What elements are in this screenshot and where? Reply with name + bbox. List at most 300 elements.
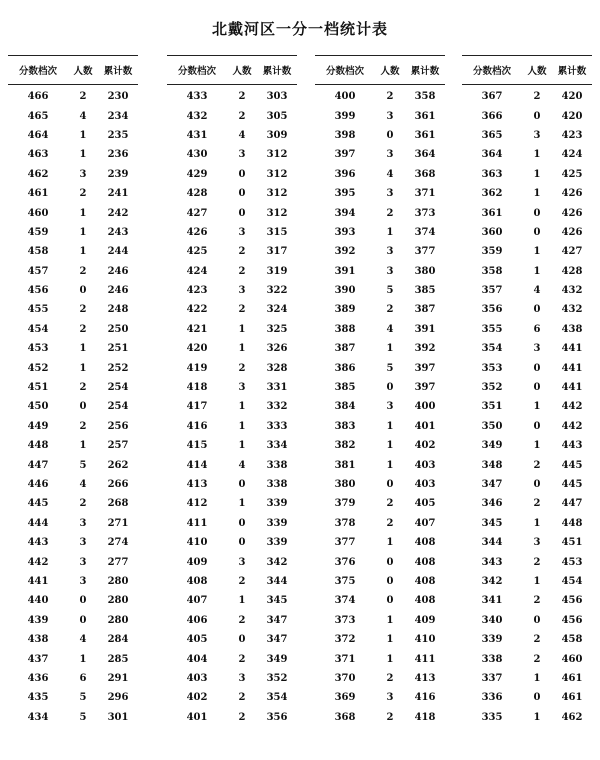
score-cell: 373	[334, 614, 356, 626]
table-row	[167, 281, 297, 300]
count-cell: 5	[79, 692, 87, 704]
table-row	[315, 455, 445, 474]
score-cell: 443	[27, 537, 49, 549]
score-cell: 387	[334, 343, 356, 355]
table-row	[462, 300, 592, 319]
score-cell: 355	[481, 323, 503, 335]
cumulative-cell: 408	[414, 556, 436, 568]
cumulative-cell: 354	[266, 692, 288, 704]
table-row	[315, 242, 445, 261]
score-cell: 465	[27, 110, 49, 122]
cumulative-cell: 347	[266, 634, 288, 646]
cumulative-cell: 426	[561, 207, 583, 219]
score-cell: 406	[186, 614, 208, 626]
count-cell: 2	[386, 711, 394, 723]
table-row	[167, 475, 297, 494]
table-row	[8, 630, 138, 649]
table-row	[315, 85, 445, 107]
score-cell: 436	[27, 672, 49, 684]
table-row	[167, 85, 297, 107]
score-cell: 365	[481, 129, 503, 141]
table-row	[462, 145, 592, 164]
table-row	[167, 320, 297, 339]
cumulative-cell: 319	[266, 265, 288, 277]
cumulative-cell: 243	[107, 226, 129, 238]
table-row	[462, 708, 592, 727]
cumulative-cell: 326	[266, 343, 288, 355]
score-cell: 382	[334, 440, 356, 452]
table-row	[167, 688, 297, 707]
cumulative-cell: 454	[561, 575, 583, 587]
table-row	[462, 378, 592, 397]
count-cell: 0	[533, 692, 541, 704]
count-cell: 0	[386, 575, 394, 587]
count-cell: 3	[533, 129, 541, 141]
count-cell: 4	[79, 110, 87, 122]
score-cell: 449	[27, 420, 49, 432]
table-row	[315, 106, 445, 125]
table-row	[8, 281, 138, 300]
count-cell: 1	[238, 440, 246, 452]
cumulative-cell: 250	[107, 323, 129, 335]
cumulative-cell: 377	[414, 246, 436, 258]
count-cell: 1	[79, 149, 87, 161]
cumulative-cell: 387	[414, 304, 436, 316]
table-row	[315, 397, 445, 416]
score-cell: 389	[334, 304, 356, 316]
table-row	[8, 417, 138, 436]
table-row	[8, 397, 138, 416]
table-row	[8, 203, 138, 222]
score-cell: 378	[334, 517, 356, 529]
score-cell: 440	[27, 595, 49, 607]
table-row	[462, 358, 592, 377]
table-row	[315, 649, 445, 668]
count-cell: 2	[238, 575, 246, 587]
table-row	[315, 339, 445, 358]
cumulative-cell: 235	[107, 129, 129, 141]
count-cell: 2	[238, 91, 246, 103]
score-cell: 423	[186, 285, 208, 297]
count-cell: 0	[533, 614, 541, 626]
table-row	[315, 494, 445, 513]
cumulative-cell: 408	[414, 575, 436, 587]
cumulative-cell: 325	[266, 323, 288, 335]
cumulative-cell: 445	[561, 479, 583, 490]
table-row	[462, 533, 592, 552]
header-cumulative: 累计数	[552, 56, 592, 85]
cumulative-cell: 352	[266, 672, 288, 684]
table-row	[167, 397, 297, 416]
count-cell: 1	[79, 653, 87, 665]
count-cell: 2	[533, 498, 541, 510]
cumulative-cell: 317	[266, 246, 288, 258]
count-cell: 2	[238, 246, 246, 258]
count-cell: 4	[79, 479, 87, 490]
count-cell: 1	[533, 168, 541, 180]
score-cell: 339	[481, 634, 503, 646]
cumulative-cell: 284	[107, 634, 129, 646]
table-row	[167, 145, 297, 164]
score-cell: 434	[27, 711, 49, 723]
score-cell: 402	[186, 692, 208, 704]
cumulative-cell: 345	[266, 595, 288, 607]
cumulative-cell: 257	[107, 440, 129, 452]
table-row	[462, 262, 592, 281]
cumulative-cell: 453	[561, 556, 583, 568]
table-row	[462, 649, 592, 668]
cumulative-cell: 391	[414, 323, 436, 335]
score-cell: 370	[334, 672, 356, 684]
header-cumulative: 累计数	[257, 56, 297, 85]
count-cell: 4	[238, 129, 246, 141]
table-row	[462, 494, 592, 513]
count-cell: 1	[238, 595, 246, 607]
cumulative-cell: 246	[107, 265, 129, 277]
score-cell: 386	[334, 362, 356, 374]
table-row	[462, 475, 592, 494]
count-cell: 0	[386, 556, 394, 568]
count-cell: 6	[79, 672, 87, 684]
table-row	[167, 126, 297, 145]
cumulative-cell: 410	[414, 634, 436, 646]
score-cell: 429	[186, 168, 208, 180]
count-cell: 1	[386, 226, 394, 238]
count-cell: 0	[533, 226, 541, 238]
score-cell: 345	[481, 517, 503, 529]
score-cell: 466	[27, 91, 49, 103]
cumulative-cell: 402	[414, 440, 436, 452]
score-cell: 411	[186, 517, 208, 529]
table-row	[462, 281, 592, 300]
table-row	[315, 591, 445, 610]
score-cell: 381	[334, 459, 356, 471]
score-cell: 438	[27, 634, 49, 646]
count-cell: 2	[386, 498, 394, 510]
score-cell: 460	[27, 207, 49, 219]
count-cell: 1	[386, 614, 394, 626]
count-cell: 0	[238, 537, 246, 549]
cumulative-cell: 315	[266, 226, 288, 238]
cumulative-cell: 409	[414, 614, 436, 626]
count-cell: 3	[386, 149, 394, 161]
count-cell: 0	[238, 188, 246, 200]
cumulative-cell: 416	[414, 692, 436, 704]
cumulative-cell: 368	[414, 168, 436, 180]
count-cell: 4	[79, 634, 87, 646]
cumulative-cell: 361	[414, 129, 436, 141]
table-row	[8, 514, 138, 533]
cumulative-cell: 339	[266, 517, 288, 529]
table-row	[167, 611, 297, 630]
cumulative-cell: 445	[561, 459, 583, 471]
cumulative-cell: 256	[107, 420, 129, 432]
cumulative-cell: 342	[266, 556, 288, 568]
score-cell: 432	[186, 110, 208, 122]
table-row	[167, 533, 297, 552]
cumulative-cell: 309	[266, 129, 288, 141]
score-cell: 379	[334, 498, 356, 510]
score-cell: 408	[186, 575, 208, 587]
score-cell: 428	[186, 188, 208, 200]
score-cell: 415	[186, 440, 208, 452]
count-cell: 1	[533, 149, 541, 161]
count-cell: 6	[533, 323, 541, 335]
cumulative-cell: 331	[266, 382, 288, 394]
table-row	[167, 203, 297, 222]
cumulative-cell: 280	[107, 614, 129, 626]
cumulative-cell: 266	[107, 479, 129, 490]
cumulative-cell: 296	[107, 692, 129, 704]
cumulative-cell: 358	[414, 91, 436, 103]
table-row	[8, 320, 138, 339]
score-cell: 413	[186, 479, 208, 490]
count-cell: 0	[79, 401, 87, 413]
count-cell: 2	[79, 304, 87, 316]
cumulative-cell: 303	[266, 91, 288, 103]
cumulative-cell: 447	[561, 498, 583, 510]
count-cell: 3	[386, 265, 394, 277]
table-row	[8, 688, 138, 707]
table-row	[167, 242, 297, 261]
table-row	[167, 262, 297, 281]
score-cell: 361	[481, 207, 503, 219]
score-cell: 397	[334, 149, 356, 161]
count-cell: 4	[386, 168, 394, 180]
count-cell: 0	[386, 595, 394, 607]
table-row	[315, 630, 445, 649]
score-cell: 344	[481, 537, 503, 549]
table-row	[462, 688, 592, 707]
table-row	[315, 378, 445, 397]
table-row	[8, 126, 138, 145]
score-cell: 435	[27, 692, 49, 704]
table-row	[8, 145, 138, 164]
table-row	[167, 630, 297, 649]
score-cell: 377	[334, 537, 356, 549]
count-cell: 1	[386, 343, 394, 355]
cumulative-cell: 254	[107, 401, 129, 413]
table-row	[315, 669, 445, 688]
table-row	[462, 630, 592, 649]
cumulative-cell: 397	[414, 362, 436, 374]
score-cell: 388	[334, 323, 356, 335]
count-cell: 3	[238, 285, 246, 297]
score-cell: 405	[186, 634, 208, 646]
cumulative-cell: 322	[266, 285, 288, 297]
count-cell: 0	[533, 304, 541, 316]
score-cell: 458	[27, 246, 49, 258]
table-row	[8, 591, 138, 610]
table-row	[8, 106, 138, 125]
table-row	[167, 300, 297, 319]
score-cell: 461	[27, 188, 49, 200]
score-cell: 450	[27, 401, 49, 413]
score-cell: 454	[27, 323, 49, 335]
score-cell: 336	[481, 692, 503, 704]
score-cell: 364	[481, 149, 503, 161]
count-cell: 0	[79, 285, 87, 297]
header-count: 人数	[522, 56, 552, 85]
score-cell: 426	[186, 226, 208, 238]
cumulative-cell: 420	[561, 91, 583, 103]
score-cell: 447	[27, 459, 49, 471]
score-cell: 368	[334, 711, 356, 723]
score-cell: 359	[481, 246, 503, 258]
cumulative-cell: 403	[414, 479, 436, 490]
score-cell: 439	[27, 614, 49, 626]
cumulative-cell: 427	[561, 246, 583, 258]
table-row	[8, 358, 138, 377]
cumulative-cell: 312	[266, 149, 288, 161]
table-row	[8, 242, 138, 261]
count-cell: 2	[386, 91, 394, 103]
cumulative-cell: 405	[414, 498, 436, 510]
count-cell: 3	[79, 575, 87, 587]
score-cell: 412	[186, 498, 208, 510]
table-row	[462, 552, 592, 571]
cumulative-cell: 418	[414, 711, 436, 723]
count-cell: 2	[238, 711, 246, 723]
cumulative-cell: 252	[107, 362, 129, 374]
count-cell: 2	[79, 91, 87, 103]
score-cell: 340	[481, 614, 503, 626]
count-cell: 3	[386, 188, 394, 200]
table-row	[462, 591, 592, 610]
table-row	[315, 533, 445, 552]
table-row	[315, 165, 445, 184]
score-cell: 444	[27, 517, 49, 529]
count-cell: 1	[79, 343, 87, 355]
count-cell: 0	[533, 110, 541, 122]
cumulative-cell: 333	[266, 420, 288, 432]
table-row	[167, 591, 297, 610]
table-row	[315, 281, 445, 300]
table-row	[167, 106, 297, 125]
cumulative-cell: 460	[561, 653, 583, 665]
cumulative-cell: 458	[561, 634, 583, 646]
score-cell: 341	[481, 595, 503, 607]
score-cell: 431	[186, 129, 208, 141]
count-cell: 5	[79, 459, 87, 471]
cumulative-cell: 432	[561, 285, 583, 297]
table-row	[167, 223, 297, 242]
table-row	[315, 611, 445, 630]
table-row	[315, 572, 445, 591]
score-cell: 417	[186, 401, 208, 413]
count-cell: 2	[79, 498, 87, 510]
count-cell: 2	[533, 91, 541, 103]
cumulative-cell: 426	[561, 188, 583, 200]
count-cell: 3	[79, 517, 87, 529]
score-cell: 433	[186, 91, 208, 103]
count-cell: 2	[79, 382, 87, 394]
table-row	[167, 669, 297, 688]
table-row	[167, 649, 297, 668]
count-cell: 3	[238, 149, 246, 161]
count-cell: 2	[79, 323, 87, 335]
table-row	[8, 223, 138, 242]
cumulative-cell: 280	[107, 595, 129, 607]
cumulative-cell: 324	[266, 304, 288, 316]
cumulative-cell: 248	[107, 304, 129, 316]
count-cell: 4	[238, 459, 246, 471]
score-table-1	[8, 55, 138, 727]
score-cell: 369	[334, 692, 356, 704]
table-row	[8, 378, 138, 397]
cumulative-cell: 373	[414, 207, 436, 219]
table-row	[315, 688, 445, 707]
count-cell: 1	[79, 440, 87, 452]
score-cell: 342	[481, 575, 503, 587]
table-row	[167, 572, 297, 591]
score-cell: 410	[186, 537, 208, 549]
header-cumulative: 累计数	[98, 56, 138, 85]
cumulative-cell: 364	[414, 149, 436, 161]
score-cell: 420	[186, 343, 208, 355]
cumulative-cell: 338	[266, 459, 288, 471]
header-count: 人数	[227, 56, 257, 85]
header-score-level: 分数档次	[8, 56, 68, 85]
cumulative-cell: 385	[414, 285, 436, 297]
count-cell: 3	[79, 556, 87, 568]
cumulative-cell: 230	[107, 91, 129, 103]
count-cell: 0	[79, 614, 87, 626]
table-row	[315, 552, 445, 571]
table-row	[462, 203, 592, 222]
score-cell: 348	[481, 459, 503, 471]
score-table	[167, 55, 297, 727]
count-cell: 0	[386, 382, 394, 394]
score-cell: 424	[186, 265, 208, 277]
table-row	[8, 669, 138, 688]
score-cell: 422	[186, 304, 208, 316]
count-cell: 1	[533, 188, 541, 200]
table-row	[8, 552, 138, 571]
cumulative-cell: 397	[414, 382, 436, 394]
score-cell: 349	[481, 440, 503, 452]
table-row	[462, 397, 592, 416]
table-row	[462, 165, 592, 184]
table-row	[8, 649, 138, 668]
cumulative-cell: 456	[561, 595, 583, 607]
cumulative-cell: 413	[414, 672, 436, 684]
count-cell: 2	[386, 672, 394, 684]
header-score-level: 分数档次	[167, 56, 227, 85]
table-row	[8, 475, 138, 494]
table-row	[315, 262, 445, 281]
score-cell: 451	[27, 382, 49, 394]
table-row	[462, 242, 592, 261]
score-cell: 390	[334, 285, 356, 297]
table-row	[8, 708, 138, 727]
score-cell: 398	[334, 129, 356, 141]
score-cell: 416	[186, 420, 208, 432]
count-cell: 1	[238, 498, 246, 510]
table-row	[315, 320, 445, 339]
score-cell: 445	[27, 498, 49, 510]
score-cell: 455	[27, 304, 49, 316]
table-row	[8, 184, 138, 203]
table-row	[462, 85, 592, 107]
score-cell: 418	[186, 382, 208, 394]
cumulative-cell: 268	[107, 498, 129, 510]
count-cell: 2	[533, 459, 541, 471]
table-row	[462, 184, 592, 203]
score-cell: 409	[186, 556, 208, 568]
header-score-level: 分数档次	[462, 56, 522, 85]
score-cell: 356	[481, 304, 503, 316]
